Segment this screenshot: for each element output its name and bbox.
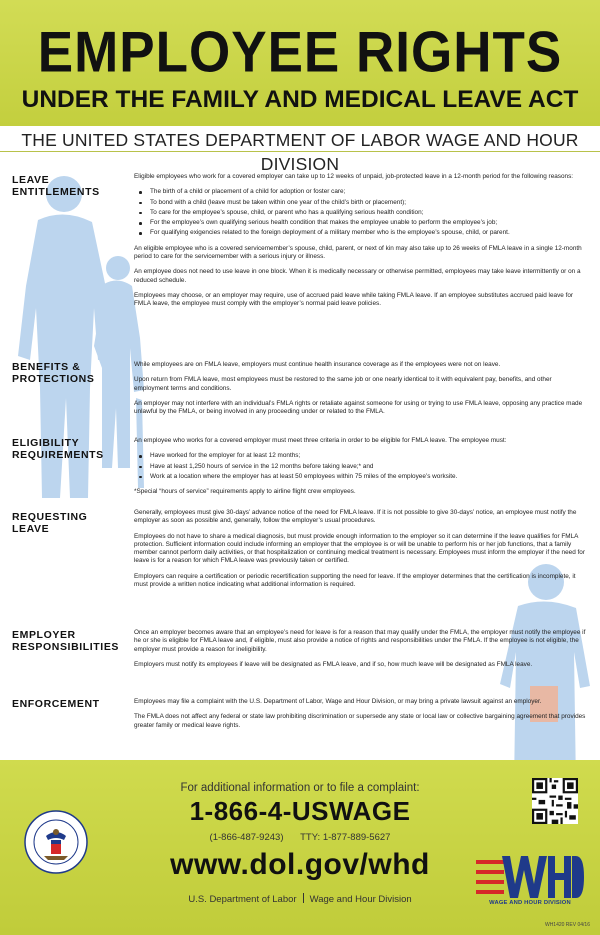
footer-banner xyxy=(0,760,600,935)
poster-title: EMPLOYEE RIGHTS xyxy=(37,20,563,85)
label-line: LEAVE xyxy=(12,523,50,535)
label-line: ENTITLEMENTS xyxy=(12,186,100,198)
division-name: Wage and Hour Division xyxy=(309,894,412,905)
paragraph: Upon return from FMLA leave, most employees must be restored to the same job or one nearly identical to it with equivalent pay, benefits, and other employment terms and conditions. xyxy=(134,376,552,392)
paragraph: Employees may choose, or an employer may require, use of accrued paid leave while taking FMLA leave. If an employee substitutes accrued paid leave for FMLA leave, the employee must comply with the employer’s normal paid leave policies. xyxy=(134,291,574,308)
department-line: THE UNITED STATES DEPARTMENT OF LABOR WAGE AND HOUR DIVISION xyxy=(0,128,600,152)
paragraph: Employees do not have to share a medical diagnosis, but must provide enough information to the employer so it can determine if the leave qualifies for FMLA protection. Sufficient information could include informing an employer that the employee is or will be unable to perform his or her job functions, that a family member cannot perform daily activities, or that hospitalization or continuing medical treatment is necessary. Employees must inform the employer if the need for leave is for a reason for which FMLA leave was previously taken or certified. xyxy=(134,532,585,565)
section-label-employer-responsibilities xyxy=(12,629,130,653)
whd-logo-icon xyxy=(476,852,584,900)
list-item: For qualifying exigencies related to the foreign deployment of a military member who is the employee’s spouse, child, or parent. xyxy=(134,229,588,237)
header-banner xyxy=(0,0,600,126)
list-item: The birth of a child or placement of a child for adoption or foster care; xyxy=(134,188,588,196)
label-line: RESPONSIBILITIES xyxy=(12,641,120,653)
list-item: Work at a location where the employer has at least 50 employees within 75 miles of the employee’s worksite. xyxy=(134,473,588,481)
paragraph: An employee who works for a covered employer must meet three criteria in order to be eligible for FMLA leave. The employee must: xyxy=(134,437,507,444)
paragraph: An employer may not interfere with an individual’s FMLA rights or retaliate against someone for using or trying to use FMLA leave, opposing any practice made unlawful by the FMLA, or being involved in any proceeding under or related to the FMLA. xyxy=(134,399,583,416)
section-label-benefits-protections xyxy=(12,361,130,385)
section-text-employer-responsibilities xyxy=(134,629,588,676)
list-item: Have at least 1,250 hours of service in the 12 months before taking leave;* and xyxy=(134,463,588,471)
section-text-enforcement xyxy=(134,698,588,737)
section-label-eligibility-requirements xyxy=(12,437,130,461)
poster-subtitle: UNDER THE FAMILY AND MEDICAL LEAVE ACT xyxy=(21,86,579,113)
paragraph: Employers must notify its employees if leave will be designated as FMLA leave, and if so, how much leave will be designated as FMLA leave. xyxy=(134,660,533,668)
label-line: ELIGIBILITY xyxy=(12,437,80,449)
qr-code-icon[interactable] xyxy=(532,778,578,824)
paragraph: An employee does not need to use leave in one block. When it is medically necessary or otherwise permitted, employees may take leave intermittently or on a reduced schedule. xyxy=(134,268,581,284)
section-text-benefits-protections xyxy=(134,361,588,423)
section-label-enforcement xyxy=(12,698,130,710)
paragraph: Employers can require a certification or periodic recertification supporting the need for leave. If the employer determines that the certification is incomplete, it must provide a written notice indicating what additional information is required. xyxy=(134,572,576,589)
section-text-requesting-leave xyxy=(134,509,588,596)
agency-name: U.S. Department of Labor xyxy=(188,894,297,905)
list-item: For the employee’s own qualifying serious health condition that makes the employee unable to perform the employee’s job; xyxy=(134,219,588,227)
department-of-labor-seal-icon xyxy=(24,810,88,874)
bullet-list xyxy=(134,188,588,237)
label-line: EMPLOYER xyxy=(12,629,76,641)
tty-number[interactable]: TTY: 1-877-889-5627 xyxy=(300,832,391,843)
label-line: REQUESTING xyxy=(12,511,88,523)
phone-number[interactable]: 1-866-4-USWAGE xyxy=(189,796,411,826)
section-label-leave-entitlements xyxy=(12,174,130,198)
paragraph: The FMLA does not affect any federal or state law prohibiting discrimination or supersede any state or local law or collective bargaining agreement that provides greater family or medical leave rights. xyxy=(134,713,586,729)
list-item: To bond with a child (leave must be taken within one year of the child’s birth or placement); xyxy=(134,199,588,207)
divider xyxy=(303,893,304,903)
footer-intro: For additional information or to file a complaint: xyxy=(180,782,420,794)
footnote: *Special “hours of service” requirements apply to airline flight crew employees. xyxy=(134,488,356,496)
paragraph: Once an employer becomes aware that an employee’s need for leave is for a reason that may qualify under the FMLA, the employer must notify the employee if he or she is eligible for FMLA leave and, if eligible, must also provide a notice of rights and responsibilities under the FMLA. If the employee is not eligible, the employer must provide a reason for ineligibility. xyxy=(134,629,586,653)
label-line: ENFORCEMENT xyxy=(12,698,100,710)
family-silhouette-icon xyxy=(14,168,154,528)
content-body xyxy=(0,160,600,758)
label-line: REQUIREMENTS xyxy=(12,449,104,461)
section-label-requesting-leave xyxy=(12,511,130,535)
section-text-leave-entitlements xyxy=(134,173,588,316)
label-line: LEAVE xyxy=(12,174,50,186)
label-line: PROTECTIONS xyxy=(12,373,95,385)
website-link[interactable]: www.dol.gov/whd xyxy=(170,848,430,881)
whd-caption: WAGE AND HOUR DIVISION xyxy=(489,900,571,906)
paragraph: Eligible employees who work for a covered employer can take up to 12 weeks of unpaid, job-protected leave in a 12-month period for the following reasons: xyxy=(134,173,574,180)
label-line: BENEFITS & xyxy=(12,361,81,373)
paragraph: While employees are on FMLA leave, employers must continue health insurance coverage as if the employees were not on leave. xyxy=(134,361,501,368)
phone-numeric[interactable]: (1-866-487-9243) xyxy=(209,832,284,843)
section-text-eligibility-requirements xyxy=(134,437,588,503)
list-item: To care for the employee’s spouse, child, or parent who has a qualifying serious health condition; xyxy=(134,209,588,217)
form-code: WH1420 REV 04/16 xyxy=(544,922,590,928)
paragraph: Generally, employees must give 30-days’ advance notice of the need for FMLA leave. If it is not possible to give 30-days’ notice, an employee must notify the employer as soon as possible and, generally, follow the employer’s usual procedures. xyxy=(134,509,577,525)
paragraph: An eligible employee who is a covered servicemember’s spouse, child, parent, or next of kin may also take up to 26 weeks of FMLA leave in a single 12-month period to care for the servicemember with a serious injury or illness. xyxy=(134,244,582,261)
phone-alternates xyxy=(0,832,600,843)
list-item: Have worked for the employer for at least 12 months; xyxy=(134,452,588,460)
bullet-list xyxy=(134,452,588,481)
paragraph: Employees may file a complaint with the U.S. Department of Labor, Wage and Hour Division, or may bring a private lawsuit against an employer. xyxy=(134,698,542,705)
